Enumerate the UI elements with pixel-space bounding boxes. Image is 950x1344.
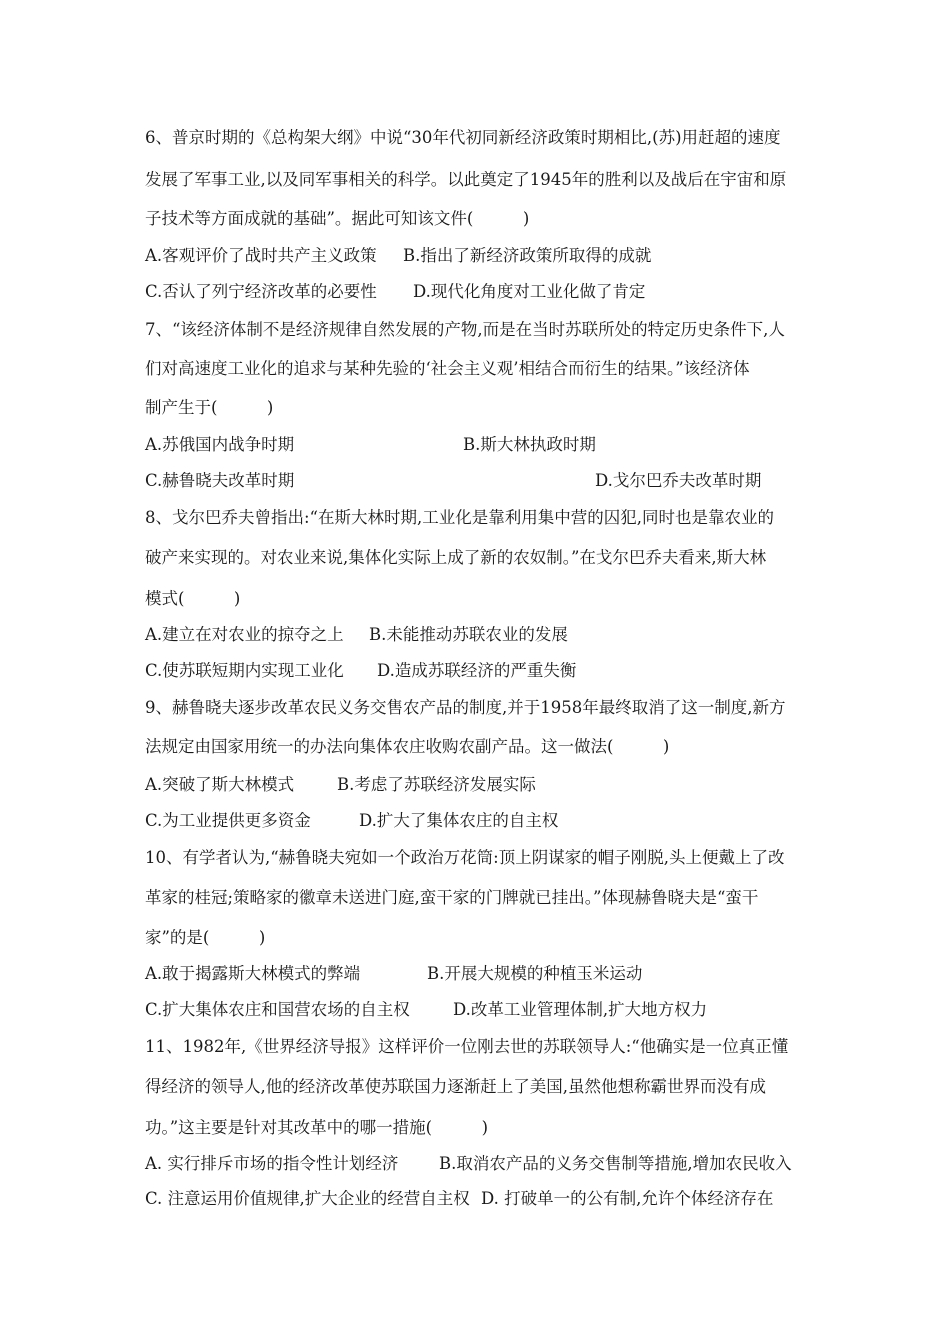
option-d: D.造成苏联经济的严重失衡 bbox=[377, 661, 577, 680]
option-d: D.戈尔巴乔夫改革时期 bbox=[595, 471, 762, 490]
option-c: C.赫鲁晓夫改革时期 bbox=[145, 471, 295, 490]
option-c: C.扩大集体农庄和国营农场的自主权 bbox=[145, 1000, 410, 1019]
option-a: A. 实行排斥市场的指令性计划经济 bbox=[145, 1154, 399, 1173]
option-c: C. 注意运用价值规律,扩大企业的经营自主权 bbox=[145, 1189, 470, 1208]
option-c: C.为工业提供更多资金 bbox=[145, 811, 311, 830]
option-a: A.客观评价了战时共产主义政策 bbox=[145, 246, 377, 265]
option-d: D.扩大了集体农庄的自主权 bbox=[359, 811, 559, 830]
question-stem-line: 革家的桂冠;策略家的徽章未送进门庭,蛮干家的门牌就已挂出。”体现赫鲁晓夫是“蛮干 bbox=[145, 888, 759, 907]
question-stem-line: 11、1982年,《世界经济导报》这样评价一位刚去世的苏联领导人:“他确实是一位真正懂 bbox=[145, 1037, 789, 1056]
option-row bbox=[145, 625, 568, 645]
option-d: D.改革工业管理体制,扩大地方权力 bbox=[453, 1000, 708, 1019]
question-stem-line: 功。”这主要是针对其改革中的哪一措施( ) bbox=[145, 1118, 489, 1137]
option-b: B.考虑了苏联经济发展实际 bbox=[337, 775, 536, 794]
question-stem-line: 模式( ) bbox=[145, 589, 241, 608]
option-d: D. 打破单一的公有制,允许个体经济存在 bbox=[481, 1189, 774, 1208]
question-stem-line: 10、有学者认为,“赫鲁晓夫宛如一个政治万花筒:顶上阴谋家的帽子刚脱,头上便戴上了改 bbox=[145, 848, 785, 867]
option-row bbox=[145, 964, 643, 984]
option-a: A.苏俄国内战争时期 bbox=[145, 435, 295, 454]
question-stem-line: 制产生于( ) bbox=[145, 398, 274, 417]
question-stem-line: 家”的是( ) bbox=[145, 928, 266, 947]
option-a: A.建立在对农业的掠夺之上 bbox=[145, 625, 344, 644]
option-row bbox=[145, 471, 762, 491]
question-stem-line: 得经济的领导人,他的经济改革使苏联国力逐渐赶上了美国,虽然他想称霸世界而没有成 bbox=[145, 1077, 766, 1096]
question-stem-line: 6、普京时期的《总构架大纲》中说“30年代初同新经济政策时期相比,(苏)用赶超的速度 bbox=[145, 128, 781, 147]
option-a: A.突破了斯大林模式 bbox=[145, 775, 295, 794]
question-stem-line: 破产来实现的。对农业来说,集体化实际上成了新的农奴制。”在戈尔巴乔夫看来,斯大林 bbox=[145, 548, 767, 567]
option-b: B.指出了新经济政策所取得的成就 bbox=[403, 246, 652, 265]
option-d: D.现代化角度对工业化做了肯定 bbox=[413, 282, 646, 301]
option-b: B.取消农产品的义务交售制等措施,增加农民收入 bbox=[439, 1154, 792, 1173]
option-row bbox=[145, 775, 536, 795]
question-stem-line: 9、赫鲁晓夫逐步改革农民义务交售农产品的制度,并于1958年最终取消了这一制度,新方 bbox=[145, 698, 786, 717]
question-stem-line: 7、“该经济体制不是经济规律自然发展的产物,而是在当时苏联所处的特定历史条件下,人 bbox=[145, 320, 785, 339]
option-c: C.使苏联短期内实现工业化 bbox=[145, 661, 344, 680]
option-c: C.否认了列宁经济改革的必要性 bbox=[145, 282, 377, 301]
option-row bbox=[145, 1154, 792, 1174]
option-row bbox=[145, 282, 646, 302]
option-row bbox=[145, 661, 577, 681]
option-b: B.斯大林执政时期 bbox=[463, 435, 596, 454]
option-row bbox=[145, 1189, 774, 1209]
question-stem-line: 法规定由国家用统一的办法向集体农庄收购农副产品。这一做法( ) bbox=[145, 737, 670, 756]
option-b: B.未能推动苏联农业的发展 bbox=[369, 625, 568, 644]
option-row bbox=[145, 435, 596, 455]
option-row bbox=[145, 811, 559, 831]
question-stem-line: 子技术等方面成就的基础”。据此可知该文件( ) bbox=[145, 209, 530, 228]
option-row bbox=[145, 246, 652, 266]
question-stem-line: 8、戈尔巴乔夫曾指出:“在斯大林时期,工业化是靠利用集中营的囚犯,同时也是靠农业的 bbox=[145, 508, 774, 527]
question-stem-line: 们对高速度工业化的追求与某种先验的‘社会主义观’相结合而衍生的结果。”该经济体 bbox=[145, 359, 750, 378]
option-row bbox=[145, 1000, 708, 1020]
option-a: A.敢于揭露斯大林模式的弊端 bbox=[145, 964, 361, 983]
question-stem-line: 发展了军事工业,以及同军事相关的科学。以此奠定了1945年的胜利以及战后在宇宙和原 bbox=[145, 170, 787, 189]
option-b: B.开展大规模的种植玉米运动 bbox=[427, 964, 643, 983]
